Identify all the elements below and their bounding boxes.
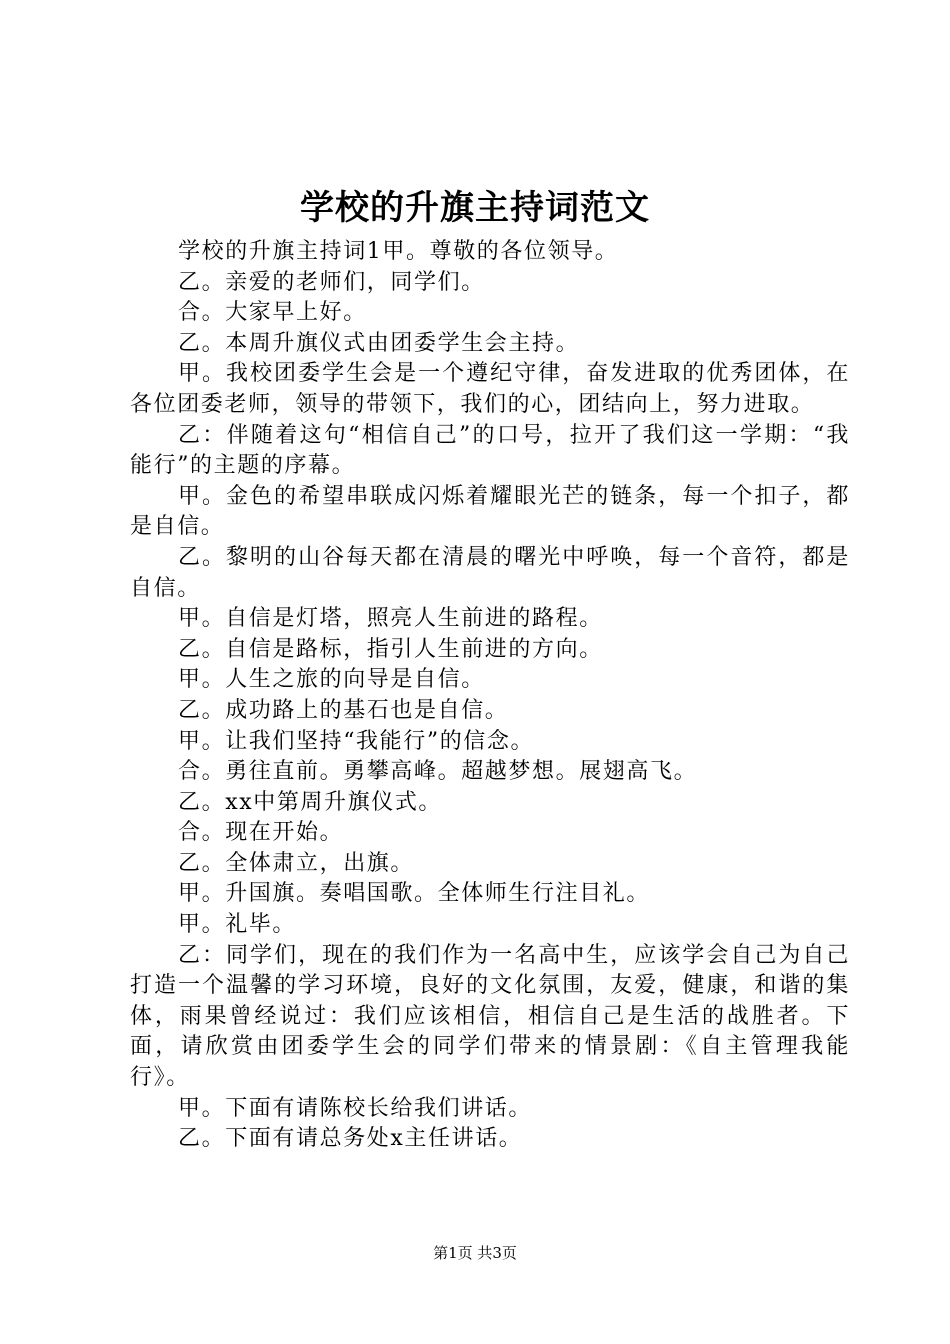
paragraph: 甲。让我们坚持“我能行”的信念。	[178, 728, 535, 754]
paragraph: 甲。人生之旅的向导是自信。	[178, 667, 485, 693]
paragraph: 乙。自信是路标，指引人生前进的方向。	[178, 636, 603, 662]
paragraph: 合。大家早上好。	[178, 300, 367, 326]
paragraph: 乙。本周升旗仪式由团委学生会主持。	[178, 330, 580, 356]
paragraph: 甲。升国旗。奏唱国歌。全体师生行注目礼。	[178, 881, 651, 907]
paragraph: 甲。下面有请陈校长给我们讲话。	[178, 1095, 533, 1121]
paragraph: 合。现在开始。	[178, 820, 344, 846]
paragraph: 学校的升旗主持词1甲。尊敬的各位领导。	[178, 239, 619, 264]
paragraph: 甲。自信是灯塔，照亮人生前进的路程。	[178, 606, 603, 632]
paragraph: 甲。金色的希望串联成闪烁着耀眼光芒的链条，每一个扣子，都是自信。	[130, 483, 850, 540]
paragraph: 乙。下面有请总务处x主任讲话。	[178, 1126, 523, 1152]
page-footer: 第1页 共3页	[433, 1244, 517, 1262]
paragraph: 乙。成功路上的基石也是自信。	[178, 697, 509, 723]
document-body	[130, 237, 850, 1155]
paragraph: 乙。xx中第周升旗仪式。	[178, 789, 443, 815]
paragraph: 合。勇往直前。勇攀高峰。超越梦想。展翅高飞。	[178, 759, 698, 785]
paragraph: 乙：伴随着这句“相信自己”的口号，拉开了我们这一学期：“我能行”的主题的序幕。	[130, 422, 850, 479]
paragraph: 乙：同学们，现在的我们作为一名高中生，应该学会自己为自己打造一个温馨的学习环境，良好的文化氛围，友爱，健康，和谐的集体，雨果曾经说过：我们应该相信，相信自己是生活的战胜者。下面，请欣赏由团委学生会的同学们带来的情景剧：《自主管理我能行》。	[130, 942, 850, 1091]
document-title: 学校的升旗主持词范文	[300, 188, 650, 228]
paragraph: 乙。黎明的山谷每天都在清晨的曙光中呼唤，每一个音符，都是自信。	[130, 544, 850, 601]
paragraph: 甲。我校团委学生会是一个遵纪守律，奋发进取的优秀团体，在各位团委老师，领导的带领下，我们的心，团结向上，努力进取。	[130, 361, 850, 417]
paragraph: 乙。全体肃立，出旗。	[178, 850, 415, 876]
paragraph: 乙。亲爱的老师们，同学们。	[178, 269, 485, 295]
paragraph: 甲。礼毕。	[178, 912, 297, 938]
